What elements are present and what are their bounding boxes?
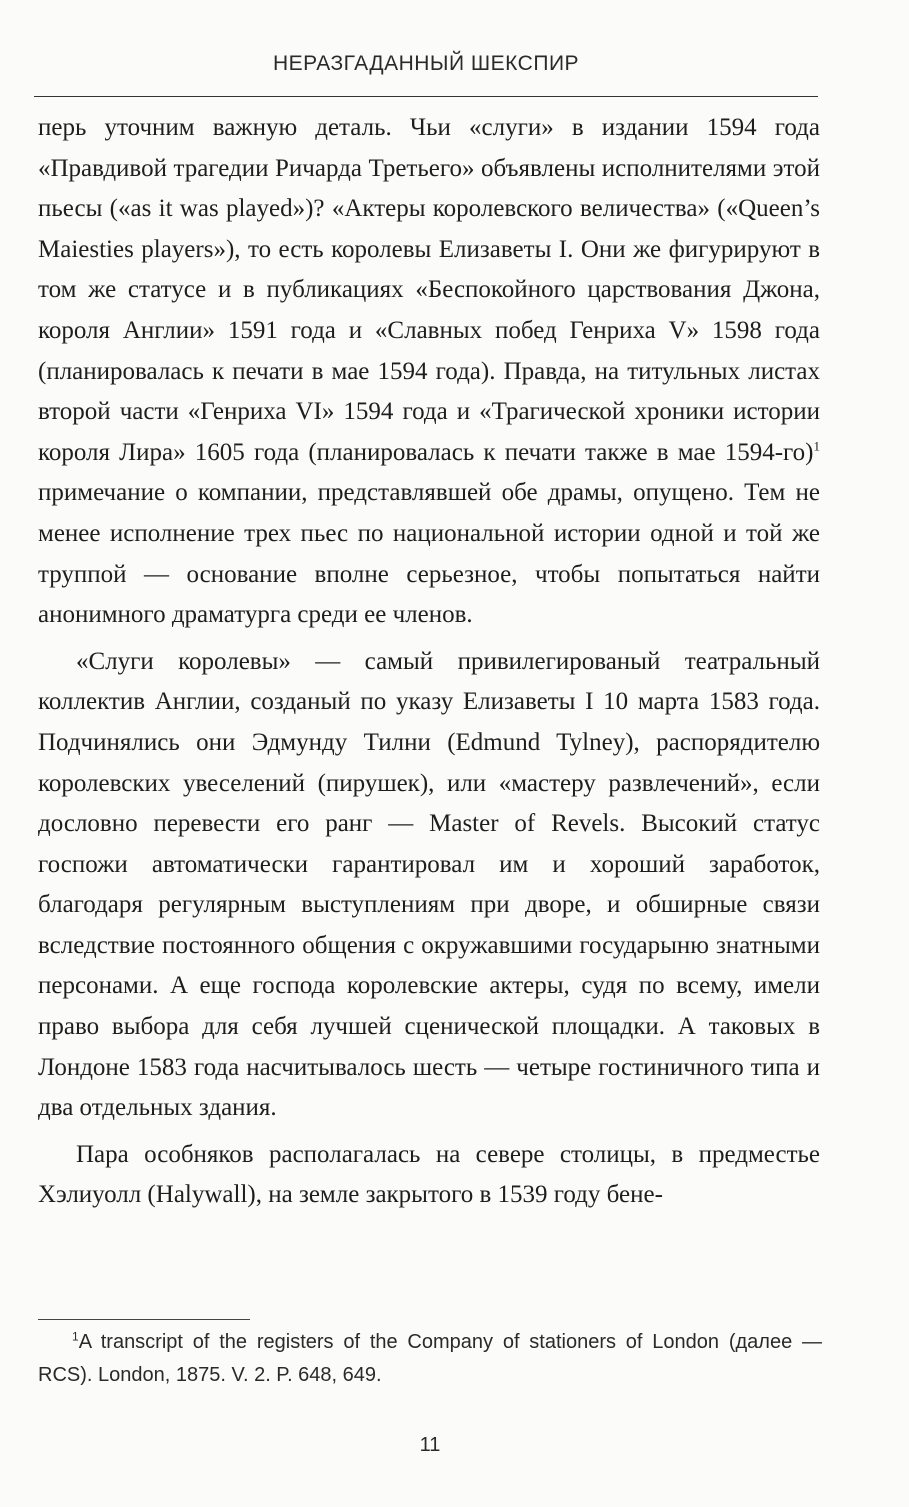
page-number: 11 <box>419 1434 441 1456</box>
paragraph-1-text: перь уточним важную деталь. Чьи «слуги» в издании 1594 года «Правдивой трагедии Ричарда Третьего» объявлены исполнителями этой пьесы («as it was played»)? «Актеры королевского величества» («Queen’s Maiesties players»), то есть королевы Елизаветы I. Они же фигурируют в том же статусе и в публикациях «Беспокойного царствования Джона, короля Англии» 1591 года и «Славных побед Генриха V» 1598 года (планировалась к печати в мае 1594 года). Правда, на титульных листах второй части «Генриха VI» 1594 года и «Трагической хроники истории короля Лира» 1605 года (планировалась к печати также в мае 1594-го) <box>38 114 820 466</box>
header-rule <box>34 96 818 97</box>
footnote-ref[interactable]: 1 <box>813 438 820 454</box>
footnote-text: A transcript of the registers of the Company of stationers of London (далее — RCS). London, 1875. V. 2. P. 648, 649. <box>38 1331 822 1386</box>
footnote-rule <box>38 1319 250 1320</box>
footnote <box>38 1326 822 1392</box>
footnote-marker: 1 <box>72 1329 79 1344</box>
paragraph-2: «Слуги королевы» — самый привилегированый театральный коллектив Англии, созданый по указу Елизаветы I 10 марта 1583 года. Подчинялись они Эдмунду Тилни (Edmund Tylney), распорядителю королевских увеселений (пирушек), или «мастеру развлечений», если дословно перевести его ранг — Master of Revels. Высокий статус госпожи автоматически гарантировал им и хороший заработок, благодаря регулярным выступлениям при дворе, и обширные связи вследствие постоянного общения с окружавшими государыню знатными персонами. А еще господа королевские актеры, судя по всему, имели право выбора для себя лучшей сценической площадки. А таковых в Лондоне 1583 года насчитывалось шесть — четыре гостиничного типа и два отдельных здания. <box>38 647 820 1122</box>
body-text <box>38 108 820 1216</box>
running-head: НЕРАЗГАДАННЫЙ ШЕКСПИР <box>272 52 580 75</box>
paragraph-1-tail: примечание о компании, представлявшей обе драмы, опущено. Тем не менее исполнение трех пьес по национальной истории одной и той же труппой — основание вполне серьезное, чтобы попытаться найти анонимного драматурга среди ее членов. <box>38 479 820 629</box>
paragraph-3: Пара особняков располагалась на севере столицы, в предместье Хэлиуолл (Halywall), на земле закрытого в 1539 году бене- <box>38 1140 820 1209</box>
paragraph-1 <box>38 108 820 636</box>
